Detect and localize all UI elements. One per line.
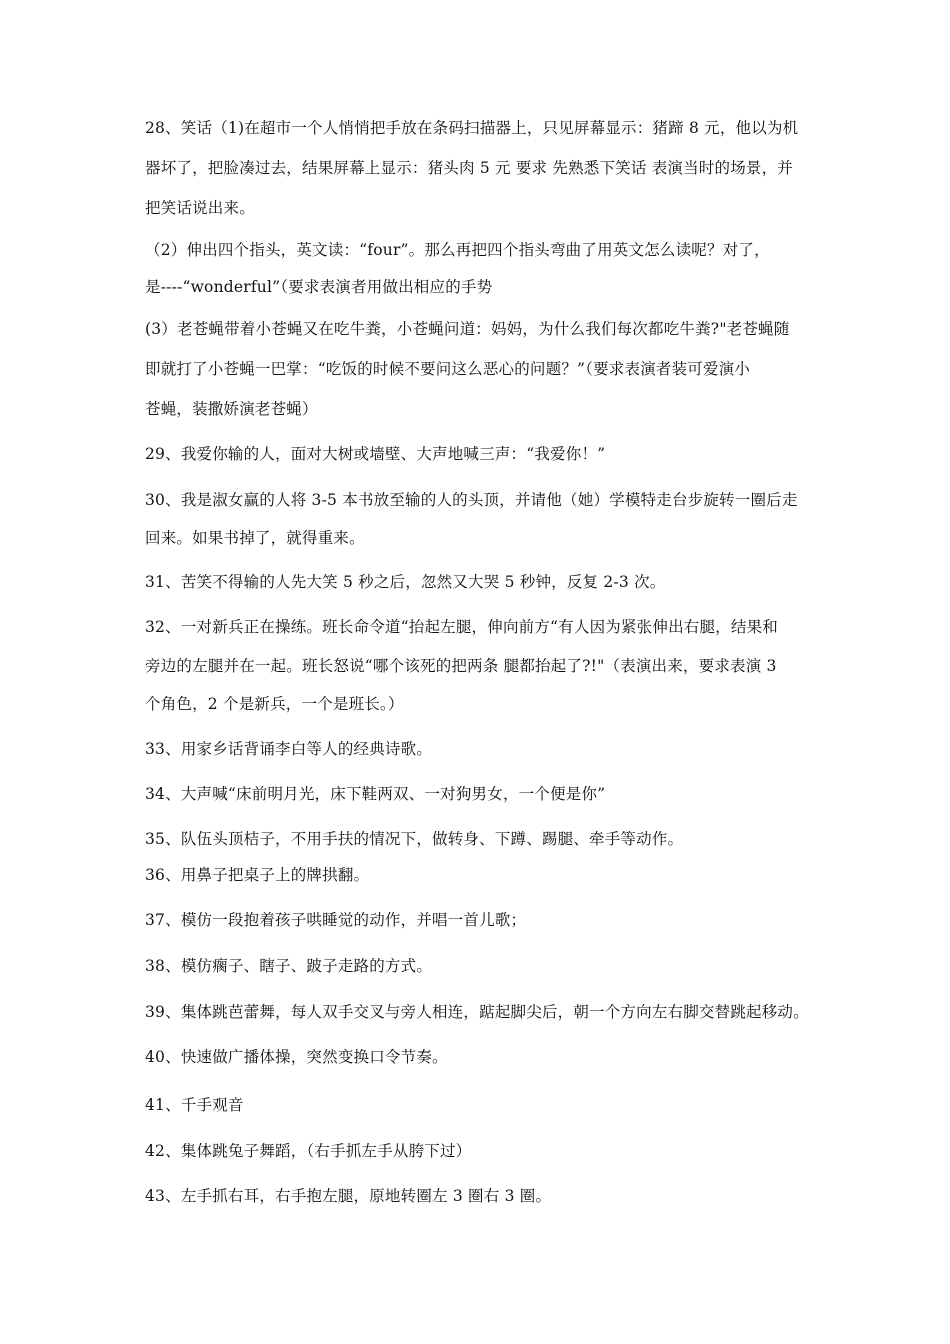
item-31-line-1: 31、苦笑不得输的人先大笑 5 秒之后，忽然又大哭 5 秒钟，反复 2-3 次。 <box>145 573 666 591</box>
item-32-line-2: 旁边的左腿并在一起。班长怒说“哪个该死的把两条 腿都抬起了?!"（表演出来，要求表演 3 <box>145 657 777 675</box>
item-42-line-1: 42、集体跳兔子舞蹈，（右手抓左手从胯下过） <box>145 1142 472 1160</box>
item-28-2-line-1: （2）伸出四个指头，英文读：“four”。那么再把四个指头弯曲了用英文怎么读呢？对了， <box>145 241 770 259</box>
item-33-line-1: 33、用家乡话背诵李白等人的经典诗歌。 <box>145 740 433 758</box>
item-28-line-1: 28、笑话（1)在超市一个人悄悄把手放在条码扫描器上，只见屏幕显示：猪蹄 8 元，他以为机 <box>145 119 799 137</box>
item-43-line-1: 43、左手抓右耳，右手抱左腿，原地转圈左 3 圈右 3 圈。 <box>145 1187 552 1205</box>
item-29-line-1: 29、我爱你输的人，面对大树或墙壁、大声地喊三声：“我爱你！” <box>145 445 606 463</box>
item-41-line-1: 41、千手观音 <box>145 1096 244 1114</box>
item-32-line-3: 个角色，2 个是新兵，一个是班长。） <box>145 695 404 713</box>
item-36-line-1: 36、用鼻子把桌子上的牌拱翻。 <box>145 866 370 884</box>
item-28-3-line-3: 苍蝇，装撒娇演老苍蝇） <box>145 400 318 418</box>
item-28-2-line-2: 是----“wonderful”（要求表演者用做出相应的手势 <box>145 278 493 296</box>
item-35-line-1: 35、队伍头顶桔子，不用手扶的情况下，做转身、下蹲、踢腿、牵手等动作。 <box>145 830 684 848</box>
item-38-line-1: 38、模仿瘸子、瞎子、跛子走路的方式。 <box>145 957 433 975</box>
item-28-3-line-1: (3）老苍蝇带着小苍蝇又在吃牛粪，小苍蝇问道：妈妈，为什么我们每次都吃牛粪?"老苍蝇随 <box>145 320 790 338</box>
item-28-3-line-2: 即就打了小苍蝇一巴掌：“吃饭的时候不要问这么恶心的问题？”（要求表演者装可爱演小 <box>145 360 751 378</box>
item-39-line-1: 39、集体跳芭蕾舞，每人双手交叉与旁人相连，踮起脚尖后，朝一个方向左右脚交替跳起移动。 <box>145 1003 809 1021</box>
item-30-line-2: 回来。如果书掉了，就得重来。 <box>145 529 365 547</box>
item-34-line-1: 34、大声喊“床前明月光，床下鞋两双、一对狗男女，一个便是你” <box>145 785 606 803</box>
item-28-line-2: 器坏了，把脸凑过去，结果屏幕上显示：猪头肉 5 元 要求 先熟悉下笑话 表演当时的场景，并 <box>145 159 793 177</box>
item-40-line-1: 40、快速做广播体操，突然变换口令节奏。 <box>145 1048 448 1066</box>
item-32-line-1: 32、一对新兵正在操练。班长命令道“抬起左腿，伸向前方“有人因为紧张伸出右腿，结果和 <box>145 618 778 636</box>
item-37-line-1: 37、模仿一段抱着孩子哄睡觉的动作，并唱一首儿歌； <box>145 911 527 929</box>
item-30-line-1: 30、我是淑女赢的人将 3-5 本书放至输的人的头顶，并请他（她）学模特走台步旋转一圈后走 <box>145 491 798 509</box>
item-28-line-3: 把笑话说出来。 <box>145 199 255 217</box>
